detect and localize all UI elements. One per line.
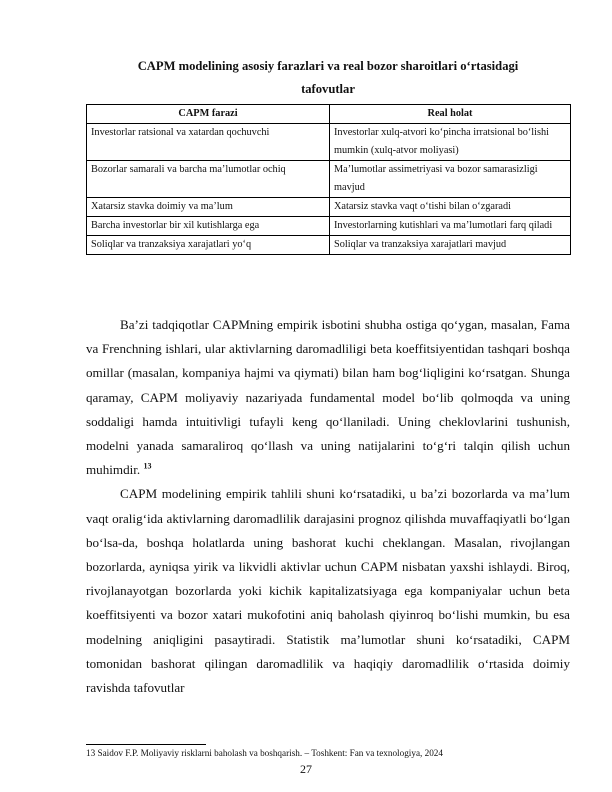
paragraph <box>86 313 570 482</box>
table-title-line2: tafovutlar <box>301 82 355 96</box>
footnote: 13 Saidov F.P. Moliyaviy risklarni baholash va boshqarish. – Toshkent: Fan va texnologiya, 2024 <box>86 748 443 758</box>
column-header-real-situation: Real holat <box>330 105 571 124</box>
paragraph-text: CAPM modelining empirik tahlili shuni ko‘rsatadiki, u ba’zi bozorlarda va ma’lum vaqt oralig‘ida aktivlarning daromadlilik darajasini prognoz qilishda muvaffaqiyatli bo‘lgan bo‘lsa-da, boshqa holatlarda uning bashorat kuchi cheklangan. Masalan, rivojlangan bozorlarda, ayniqsa yirik va likvidli aktivlar uchun CAPM nisbatan yaxshi ishlaydi. Biroq, rivojlanayotgan bozorlarda yoki kichik kapitalizatsiyaga ega kompaniyalar uchun beta koeffitsiyenti va bozor xatari mukofotini aniq baholash qiyinroq bo‘lishi mumkin, bu esa modelning aniqligini pasaytiradi. Statistik ma’lumotlar shuni ko‘rsatadiki, CAPM tomonidan bashorat qilingan daromadlilik va haqiqiy daromadlilik o‘rtasida doimiy ravishda tafovutlar <box>86 486 570 696</box>
table-cell: Investorlar ratsional va xatardan qochuvchi <box>87 124 330 161</box>
table-row <box>87 217 571 236</box>
table-row <box>87 161 571 198</box>
table-cell: Xatarsiz stavka doimiy va ma’lum <box>87 198 330 217</box>
table-header-row <box>87 105 571 124</box>
table-row <box>87 236 571 255</box>
table-cell: Bozorlar samarali va barcha ma’lumotlar ochiq <box>87 161 330 198</box>
table-row <box>87 198 571 217</box>
comparison-table <box>86 104 571 255</box>
body-text <box>86 313 570 700</box>
paragraph-text: Ba’zi tadqiqotlar CAPMning empirik isbotini shubha ostiga qo‘ygan, masalan, Fama va Frenchning ishlari, ular aktivlarning daromadliligi beta koeffitsiyentidan tashqari boshqa omillar (masalan, kompaniya hajmi va qiymati) bilan ham bog‘liqligini ko‘rsatgan. Shunga qaramay, CAPM moliyaviy nazariyada fundamental model bo‘lib qolmoqda va uning soddaligi hamda intuitivligi tufayli keng qo‘llaniladi. Uning cheklovlarini tushunish, modelni yanada samaraliroq qo‘llash va uning natijalarini to‘g‘ri talqin qilish uchun muhimdir. <box>86 317 570 478</box>
table-row <box>87 124 571 161</box>
table-cell: Soliqlar va tranzaksiya xarajatlari mavjud <box>330 236 571 255</box>
table-cell: Investorlarning kutishlari va ma’lumotlari farq qiladi <box>330 217 571 236</box>
table-title <box>86 55 570 101</box>
table-cell: Barcha investorlar bir xil kutishlarga ega <box>87 217 330 236</box>
footnote-reference[interactable]: 13 <box>143 461 152 471</box>
table-title-line1: CAPM modelining asosiy farazlari va real bozor sharoitlari o‘rtasidagi <box>137 59 519 73</box>
paragraph <box>86 482 570 700</box>
table-cell: Xatarsiz stavka vaqt o‘tishi bilan o‘zgaradi <box>330 198 571 217</box>
table-cell: Investorlar xulq-atvori ko‘pincha irratsional bo‘lishi mumkin (xulq-atvor moliyasi) <box>330 124 571 161</box>
column-header-capm-assumption: CAPM farazi <box>87 105 330 124</box>
page-number: 27 <box>300 762 312 776</box>
table-cell: Soliqlar va tranzaksiya xarajatlari yo‘q <box>87 236 330 255</box>
table-cell: Ma’lumotlar assimetriyasi va bozor samarasizligi mavjud <box>330 161 571 198</box>
footnote-divider <box>86 744 206 745</box>
